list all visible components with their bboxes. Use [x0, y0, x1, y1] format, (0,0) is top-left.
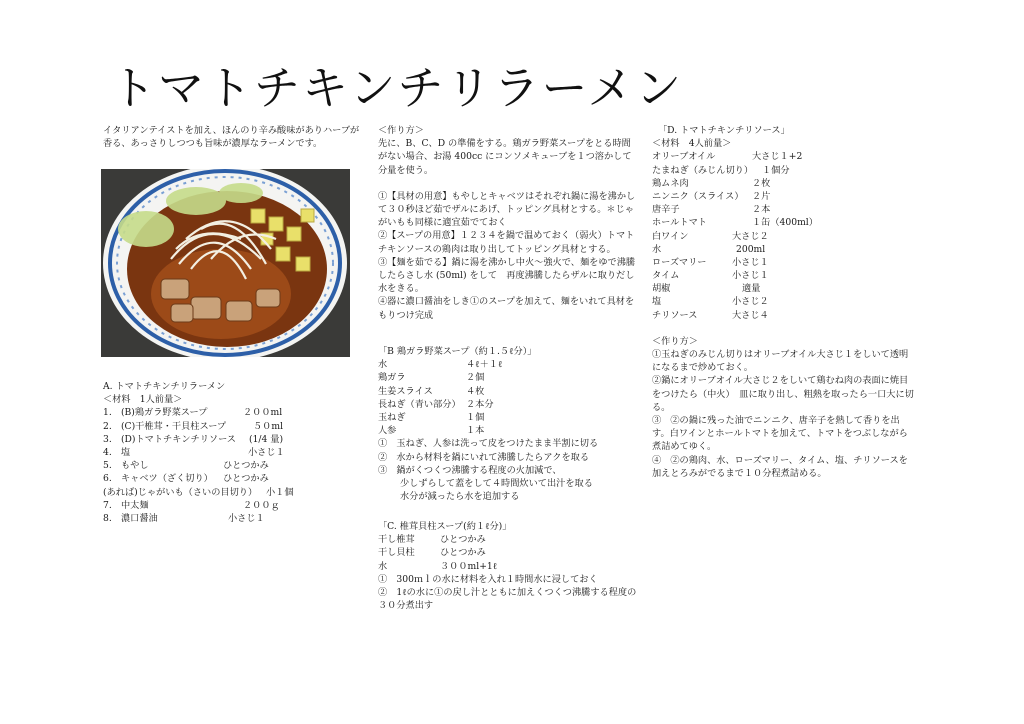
section-b-step: ② 水から材料を鍋にいれて沸騰したらアクを取る: [378, 451, 590, 463]
ingredient-qty: 小１個: [266, 486, 294, 498]
ingredient-row: [378, 533, 640, 546]
ingredient-qty: 適量: [742, 283, 761, 295]
ingredient-row: [378, 398, 640, 411]
ingredient-row: [378, 358, 640, 371]
intro-text: イタリアンテイストを加え、ほんのり辛み酸味がありハーブが香る、あっさりしつつも旨味が濃厚なラーメンです。: [103, 125, 360, 150]
ingredient-row: [652, 150, 914, 163]
section-d-steps-heading: ＜作り方＞: [652, 335, 698, 347]
section-d-heading: 「D. トマトチキンチリソース」: [658, 125, 790, 136]
ingredient-row: [378, 371, 640, 384]
ingredient-qty: ひとつかみ: [223, 460, 269, 472]
ingredient-qty: １本: [466, 425, 485, 437]
section-d-subheading: ＜材料 4人前量＞: [652, 138, 732, 150]
ingredient-name: 塩: [652, 296, 662, 308]
ingredient-name: 白ワイン: [652, 230, 689, 242]
ingredient-qty: 小さじ２: [732, 296, 769, 308]
ingredient-row: [378, 560, 640, 573]
section-b-heading: 「B 鶏ガラ野菜スープ（約１.５ℓ分）」: [378, 346, 537, 357]
ingredient-row: [652, 164, 914, 177]
ingredient-row: [652, 203, 914, 216]
ingredient-qty: ２００ml: [243, 407, 283, 419]
ingredient-row: [652, 269, 914, 282]
ingredient-qty: ２本: [752, 204, 771, 216]
section-b-step: 少しずらして蓋をして４時間炊いて出汁を取る: [400, 477, 593, 489]
ingredient-row: [378, 385, 640, 398]
section-d-step: ②鍋にオリーブオイル大さじ２をしいて鶏むね肉の表面に焼目をつけたら（中火） 皿に取り出し、粗熱を取ったら一口大に切る。: [652, 375, 914, 413]
section-a-heading: A. トマトチキンチリラーメン: [103, 381, 226, 392]
section-b-step: ① 玉ねぎ、人参は洗って皮をつけたまま半割に切る: [378, 438, 599, 450]
ingredient-name: 水: [652, 243, 662, 255]
ingredient-qty: ２本分: [466, 398, 494, 410]
ingredient-row: [103, 433, 365, 446]
section-a-list: [103, 406, 365, 525]
ingredient-name: ホールトマト: [652, 217, 707, 229]
ingredient-name: 玉ねぎ: [378, 411, 406, 423]
section-d-step: ①玉ねぎのみじん切りはオリーブオイル大さじ１をしいて透明になるまで炒めておく。: [652, 349, 909, 374]
ingredient-row: [652, 190, 914, 203]
ingredient-qty: ３００ml+1ℓ: [440, 560, 498, 572]
ingredient-row: [103, 446, 365, 459]
ingredient-name: 干し椎茸: [378, 534, 415, 546]
ingredient-qty: 小さじ１: [732, 270, 769, 282]
section-c-heading: 「C. 椎茸貝柱スープ(約１ℓ分)」: [378, 521, 512, 532]
ingredient-row: [103, 472, 365, 485]
page-title: トマトチキンチリラーメン: [110, 61, 684, 115]
ingredient-name: (あれば)じゃがいも（さいの目切り）: [103, 486, 258, 498]
ingredient-row: [103, 406, 365, 419]
ingredient-qty: (1/4 量): [249, 433, 284, 445]
ingredient-name: 3. (D)トマトチキンチリソース: [103, 433, 236, 445]
ingredient-name: 生姜スライス: [378, 385, 433, 397]
ingredient-qty: 大さじ４: [732, 309, 769, 321]
ingredient-qty: ひとつかみ: [223, 473, 269, 485]
ingredient-row: [652, 230, 914, 243]
ingredient-name: 胡椒: [652, 283, 671, 295]
section-c: [378, 520, 640, 612]
ingredient-row: [378, 546, 640, 559]
section-b-step: 水分が減ったら水を追加する: [400, 491, 520, 503]
section-d: [652, 124, 914, 480]
ingredient-qty: ２００ｇ: [243, 499, 280, 511]
howto-heading: ＜作り方＞: [378, 125, 424, 136]
ingredient-qty: ひとつかみ: [440, 534, 486, 546]
ingredient-row: [652, 256, 914, 269]
ingredient-row: [378, 424, 640, 437]
ingredient-qty: ２枚: [752, 177, 771, 189]
ingredient-row: [103, 420, 365, 433]
section-c-step: ② 1ℓの水に①の戻し汁とともに加えくつくつ沸騰する程度の３０分煮出す: [378, 586, 637, 612]
ingredient-qty: ２片: [752, 190, 771, 202]
ingredient-row: [103, 499, 365, 512]
section-d-step: ④ ②の鶏肉、水、ローズマリー、タイム、塩、チリソースを加えとろみがでるまで１０分程煮詰める。: [652, 454, 908, 479]
ingredient-name: 6. キャベツ（ざく切り）: [103, 473, 213, 485]
ingredient-name: ニンニク（スライス）: [652, 190, 744, 202]
ingredient-name: 人参: [378, 425, 397, 437]
ingredient-row: [103, 486, 365, 499]
ingredient-row: [378, 411, 640, 424]
ramen-bowl-illustration: [101, 169, 350, 357]
howto-step: ②【スープの用意】１２３４を鍋で温めておく（弱火）トマトチキンソースの鶏肉は取り出してトッピング具材とする。: [378, 230, 635, 255]
howto-step: ③【麺を茹でる】鍋に湯を沸かし中火～強火で、麺をゆで沸騰したらさし水 (50ml) をして 再度沸騰したらザルに取りだし水をきる。: [378, 256, 636, 295]
ingredient-name: チリソース: [652, 309, 698, 321]
section-b-step: ③ 鍋がくつくつ沸騰する程度の火加減で、: [378, 464, 562, 476]
ingredient-name: 水: [378, 359, 388, 371]
ingredient-row: [652, 177, 914, 190]
ingredient-qty: ４ℓ＋１ℓ: [466, 359, 503, 371]
ingredient-name: 長ねぎ（青い部分）: [378, 398, 461, 410]
ingredient-qty: 大さじ１+2: [752, 151, 803, 163]
ingredient-row: [652, 309, 914, 322]
ingredient-qty: ２個: [466, 372, 485, 384]
ingredient-name: 干し貝柱: [378, 547, 415, 559]
ingredient-qty: ５０ml: [253, 420, 284, 432]
ingredient-row: [103, 459, 365, 472]
ingredient-name: たまねぎ（みじん切り）: [652, 164, 754, 176]
ingredient-qty: 小さじ１: [732, 256, 769, 268]
ramen-photo: [101, 169, 350, 357]
howto-section: [378, 124, 640, 322]
ingredient-qty: １缶（400ml）: [752, 217, 818, 229]
ingredient-name: 鶏ガラ: [378, 372, 406, 384]
ingredient-name: ローズマリー: [652, 256, 707, 268]
ingredient-qty: 小さじ１: [228, 512, 265, 524]
section-c-step: ① 300ｍｌの水に材料を入れ１時間水に浸しておく: [378, 573, 598, 585]
ingredient-qty: ひとつかみ: [440, 547, 486, 559]
ingredient-qty: １個分: [762, 164, 790, 176]
ingredient-qty: ４枚: [466, 385, 485, 397]
ingredient-qty: １個: [466, 411, 485, 423]
howto-intro: 先に、B、C、D の準備をする。鶏ガラ野菜スープをとる時間がない場合、お湯 400cc にコンソメキューブを１つ溶かして分量を使う。: [378, 138, 632, 176]
ingredient-row: [652, 282, 914, 295]
ingredient-name: 4. 塩: [103, 446, 131, 458]
ingredient-name: オリーブオイル: [652, 151, 716, 163]
howto-step: ④器に濃口醤油をしき①のスープを加えて、麺をいれて具材をもりつけ完成: [378, 296, 635, 321]
ingredient-name: 8. 濃口醤油: [103, 512, 158, 524]
ingredient-name: 7. 中太麺: [103, 499, 149, 511]
section-d-step: ③ ②の鍋に残った油でニンニク、唐辛子を熱して香りを出す。白ワインとホールトマトを加えて、トマトをつぶしながら煮詰めてゆく。: [652, 415, 908, 453]
ingredient-qty: 200ml: [736, 243, 766, 255]
ingredient-name: 水: [378, 560, 388, 572]
ingredient-name: 鶏ムネ肉: [652, 177, 689, 189]
ingredient-name: 5. もやし: [103, 460, 149, 472]
ingredient-qty: 大さじ２: [732, 230, 769, 242]
ingredient-row: [652, 243, 914, 256]
ingredient-row: [652, 216, 914, 229]
section-a: [103, 380, 365, 525]
section-b: [378, 345, 640, 503]
ingredient-row: [103, 512, 365, 525]
ingredient-name: 1. (B)鶏ガラ野菜スープ: [103, 407, 208, 419]
ingredient-qty: 小さじ１: [248, 446, 285, 458]
howto-step: ①【具材の用意】もやしとキャベツはそれぞれ鍋に湯を沸かして３０秒ほど茹でザルにあげ、トッピング具材とする。＊じゃがいもも同様に適宜茹でておく: [378, 190, 636, 229]
section-a-subheading: ＜材料 1人前量＞: [103, 394, 183, 406]
ingredient-row: [652, 295, 914, 308]
ingredient-name: 唐辛子: [652, 204, 680, 216]
ingredient-name: タイム: [652, 270, 680, 282]
ingredient-name: 2. (C)干椎茸・干貝柱スープ: [103, 420, 227, 432]
